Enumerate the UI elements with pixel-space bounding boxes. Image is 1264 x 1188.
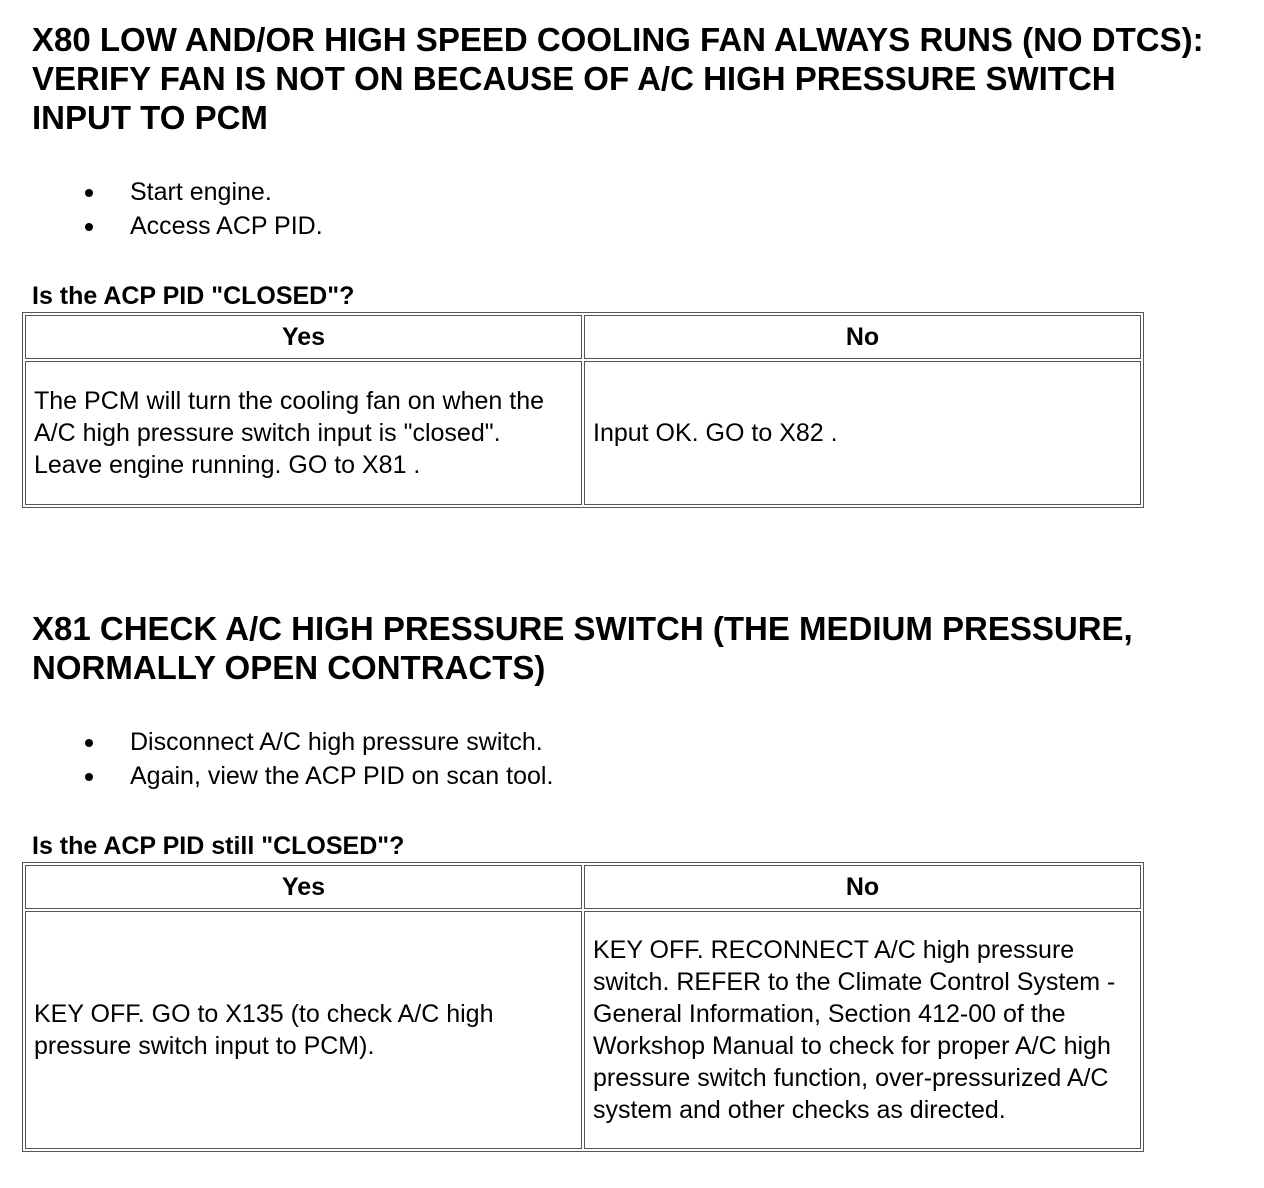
step-item: Disconnect A/C high pressure switch. — [32, 725, 1242, 759]
heading-line: VERIFY FAN IS NOT ON BECAUSE OF A/C HIGH PRESSURE SWITCH — [32, 60, 1116, 97]
no-cell: Input OK. GO to X82 . — [584, 361, 1141, 505]
question-x81-wrap — [32, 832, 1242, 860]
question-text: Is the ACP PID still "CLOSED"? — [32, 832, 405, 860]
table-row — [25, 911, 1141, 1149]
no-cell: KEY OFF. RECONNECT A/C high pressure switch. REFER to the Climate Control System - General Information, Section 412-00 of the Workshop Manual to check for proper A/C high pressure switch function, over-pressurized A/C system and other checks as directed. — [584, 911, 1141, 1149]
section-x80 — [32, 20, 1242, 137]
section-x81 — [32, 609, 1242, 687]
heading-line: X80 LOW AND/OR HIGH SPEED COOLING FAN ALWAYS RUNS (NO DTCS): — [32, 21, 1204, 58]
table-header-row — [25, 865, 1141, 909]
step-item: Again, view the ACP PID on scan tool. — [32, 759, 1242, 793]
section-heading — [32, 20, 1242, 137]
table-row — [25, 361, 1141, 505]
heading-line: X81 CHECK A/C HIGH PRESSURE SWITCH (THE MEDIUM PRESSURE, — [32, 610, 1133, 647]
section-heading — [32, 609, 1242, 687]
steps-list-x81-wrap — [32, 725, 1242, 793]
step-item: Start engine. — [32, 175, 1242, 209]
no-header: No — [584, 865, 1141, 909]
question-text: Is the ACP PID "CLOSED"? — [32, 282, 355, 310]
heading-line: INPUT TO PCM — [32, 99, 268, 136]
yes-cell: The PCM will turn the cooling fan on when the A/C high pressure switch input is "closed". Leave engine running. GO to X81 . — [25, 361, 582, 505]
steps-list-x80-wrap — [32, 175, 1242, 243]
heading-line: NORMALLY OPEN CONTRACTS) — [32, 649, 546, 686]
yes-header: Yes — [25, 315, 582, 359]
steps-list — [32, 725, 1242, 793]
answer-table-x80 — [22, 312, 1144, 508]
steps-list — [32, 175, 1242, 243]
table-header-row — [25, 315, 1141, 359]
question-x80-wrap — [32, 282, 1242, 310]
answer-table-x81 — [22, 862, 1144, 1152]
yes-header: Yes — [25, 865, 582, 909]
no-header: No — [584, 315, 1141, 359]
step-item: Access ACP PID. — [32, 209, 1242, 243]
yes-cell: KEY OFF. GO to X135 (to check A/C high pressure switch input to PCM). — [25, 911, 582, 1149]
